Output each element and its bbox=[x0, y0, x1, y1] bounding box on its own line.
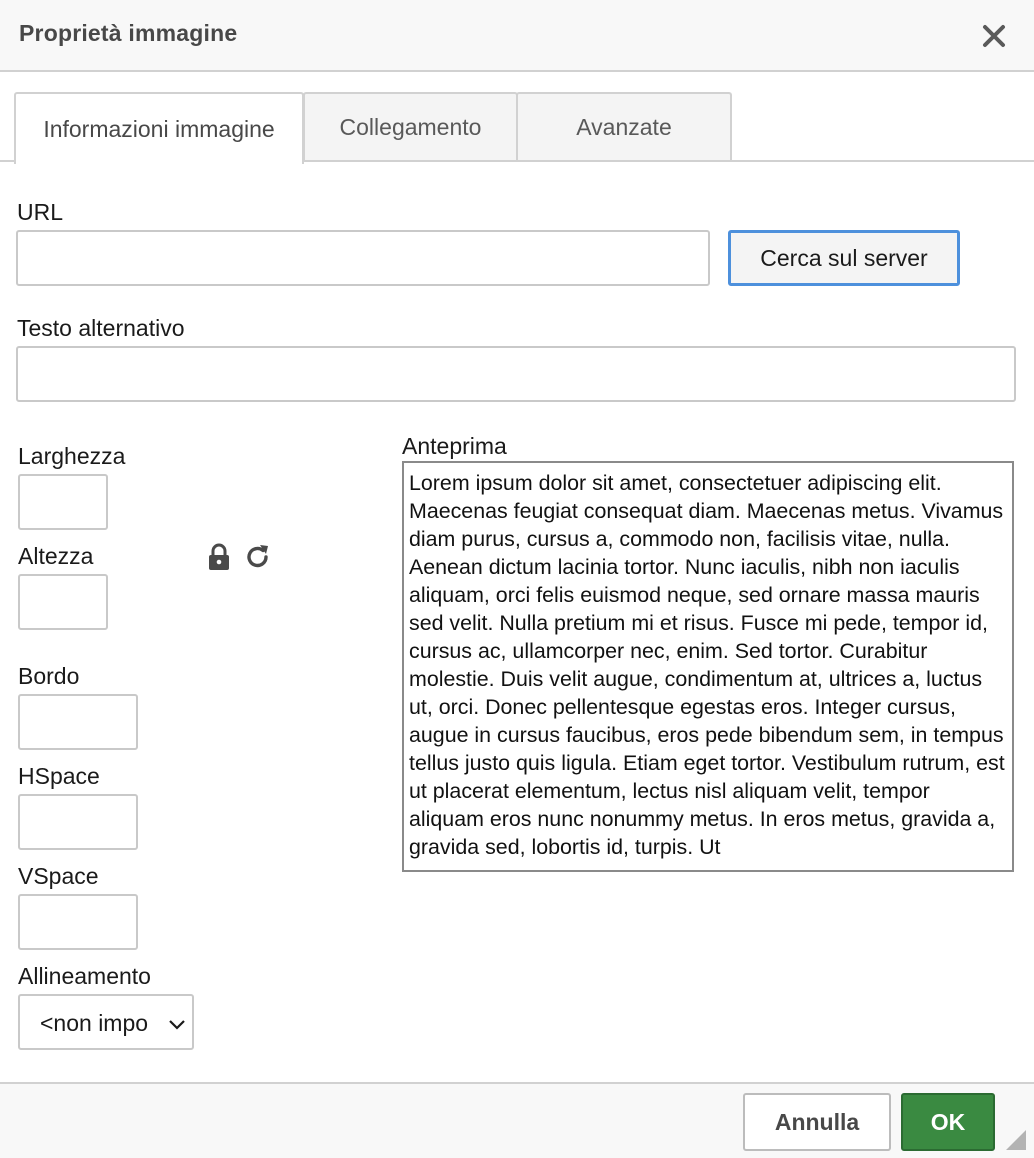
dialog-titlebar bbox=[0, 0, 1034, 72]
hspace-label: HSpace bbox=[18, 763, 100, 789]
url-input[interactable] bbox=[16, 230, 710, 286]
width-input[interactable] bbox=[18, 474, 108, 530]
lock-icon[interactable] bbox=[204, 542, 234, 572]
alt-text-label: Testo alternativo bbox=[17, 315, 185, 341]
align-label: Allineamento bbox=[18, 963, 151, 989]
resize-grip-icon[interactable] bbox=[1004, 1128, 1026, 1150]
align-selected-value: <non impo bbox=[40, 1010, 149, 1036]
vspace-input[interactable] bbox=[18, 894, 138, 950]
alt-text-input[interactable] bbox=[16, 346, 1016, 402]
preview-label: Anteprima bbox=[402, 433, 507, 459]
height-label: Altezza bbox=[18, 543, 94, 569]
ok-button[interactable]: OK bbox=[901, 1093, 995, 1151]
cancel-button[interactable]: Annulla bbox=[743, 1093, 891, 1151]
url-label: URL bbox=[17, 199, 64, 225]
close-icon[interactable] bbox=[978, 20, 1010, 52]
border-label: Bordo bbox=[18, 663, 80, 689]
height-input[interactable] bbox=[18, 574, 108, 630]
border-input[interactable] bbox=[18, 694, 138, 750]
tab-link[interactable]: Collegamento bbox=[303, 92, 518, 160]
hspace-input[interactable] bbox=[18, 794, 138, 850]
align-select[interactable] bbox=[18, 994, 194, 1050]
vspace-label: VSpace bbox=[18, 863, 99, 889]
tab-image-info[interactable]: Informazioni immagine bbox=[14, 92, 304, 164]
reset-icon[interactable] bbox=[243, 542, 273, 572]
width-label: Larghezza bbox=[18, 443, 126, 469]
dialog-title: Proprietà immagine bbox=[19, 20, 238, 46]
browse-server-button[interactable]: Cerca sul server bbox=[728, 230, 960, 286]
preview-box: Lorem ipsum dolor sit amet, consectetuer adipiscing elit. Maecenas feugiat consequat diam. Maecenas metus. Vivamus diam purus, cursus a, commodo non, facilisis vitae, nulla. Aenean dictum lacinia tortor. Nunc iaculis, nibh non iaculis aliquam, orci felis euismod neque, sed ornare massa mauris sed velit. Nulla pretium mi et risus. Fusce mi pede, tempor id, cursus ac, ullamcorper nec, enim. Sed tortor. Curabitur molestie. Duis velit augue, condimentum at, ultrices a, luctus ut, orci. Donec pellentesque egestas eros. Integer cursus, augue in cursus faucibus, eros pede bibendum sem, in tempus tellus justo quis ligula. Etiam eget tortor. Vestibulum rutrum, est ut placerat elementum, lectus nisl aliquam velit, tempor aliquam eros nunc nonummy metus. In eros metus, gravida a, gravida sed, lobortis id, turpis. Ut bbox=[402, 461, 1014, 872]
chevron-down-icon bbox=[167, 1014, 187, 1034]
tab-advanced[interactable]: Avanzate bbox=[516, 92, 732, 160]
